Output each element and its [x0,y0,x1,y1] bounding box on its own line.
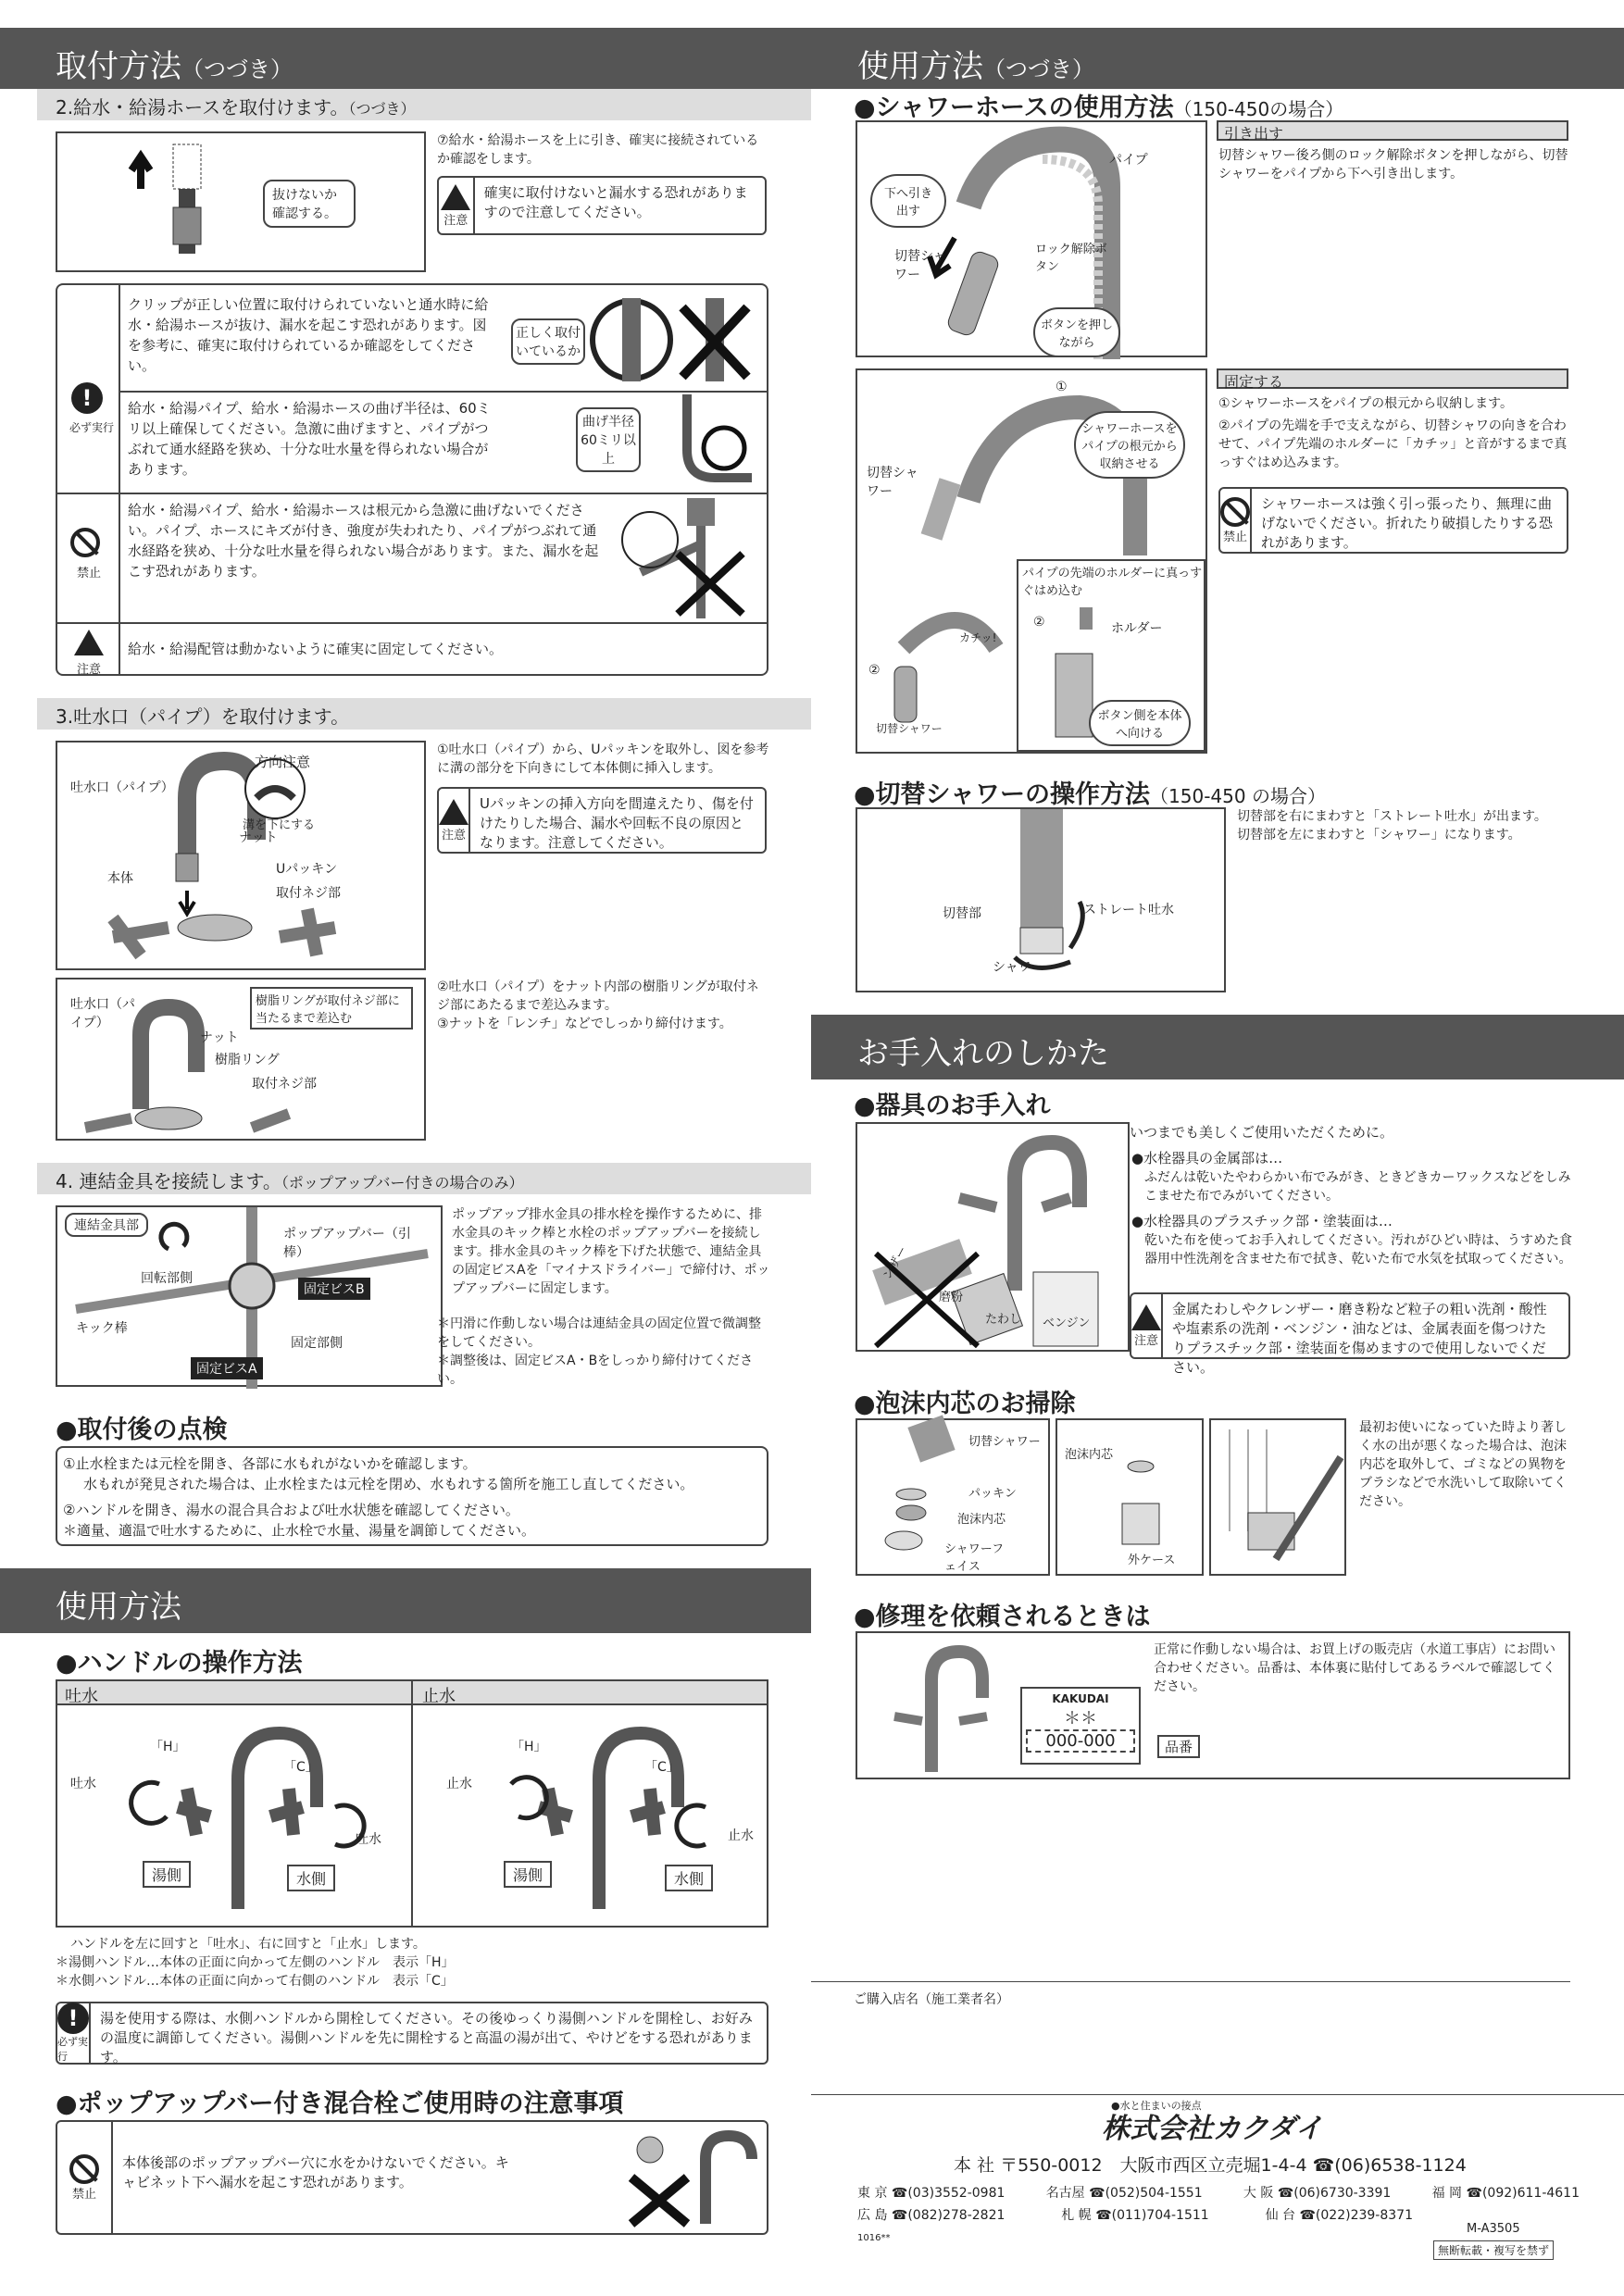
s4-sub: （ポップアップバー付きの場合のみ） [281,1174,524,1192]
handle-must-text: 湯を使用する際は、水側ハンドルから開栓してください。その後ゆっくり湯側ハンドルを開栓し、お好みの温度に調節してください。湯側ハンドルを先に開栓すると高温の湯が出て、やけどをする恐れがあります。 [100,2010,753,2065]
w1-callout: 正しく取付いているか [511,318,585,365]
plate-num: 000-000 [1026,1729,1135,1753]
lbl-face: ボタン側を本体へ向ける [1089,700,1191,746]
warning-box [56,283,768,676]
repair-illustration [857,1633,1043,1781]
check-l4: ＊適量、適温で吐水するために、止水栓で水量、湯量を調節してください。 [63,1522,536,1539]
shower-sub: （150-450の場合） [1173,98,1344,120]
lbl-press: ボタンを押しながら [1033,307,1120,357]
plate-stars: ＊＊ [1064,1709,1097,1728]
check-l2: 水もれが発見された場合は、止水栓または元栓を閉め、水もれする箇所を施工し直してください。 [83,1476,694,1492]
s3-step2: ②吐水口（パイプ）をナット内部の樹脂リングが取付ネジ部にあたるまで差込みます。 [437,980,759,1013]
fix-2: ②パイプの先端を手で支えながら、切替シャワの向きを合わせて、パイプ先端のホルダーに「カチッ」と音がするまで真っすぐはめ込みます。 [1218,418,1568,470]
lbl-cold-2: 水側 [665,1865,713,1891]
fix-figure [856,368,1207,754]
fix-n2: ② [1033,615,1045,630]
fix-n1: ① [1056,380,1068,394]
caution-label: 注意 [443,213,468,228]
col-stop: 止水 [422,1687,456,1706]
lbl-lock: ロック解除ボタン [1035,243,1107,274]
company-tag: ●水と住まいの接点 [1111,2100,1202,2112]
repair-text: 正常に作動しない場合は、お買上げの販売店（水道工事店）にお問い合わせください。品番は、本体裏に貼付してあるラベルで確認してください。 [1154,1642,1555,1694]
lbl-nut2: ナット [200,1030,239,1045]
lbl-click: カチッ! [959,631,997,644]
shower-title-wrap [854,87,1343,123]
branch-osaka: 大 阪 ☎(06)6730-3391 [1243,2186,1392,2201]
lbl-foam-core: 泡沫内芯 [957,1513,1006,1527]
label-plate [1020,1687,1141,1765]
left-band-title: 取付方法 [56,48,181,85]
must-label: 必ず実行 [69,421,114,434]
lbl-pipe: パイプ [1109,153,1148,168]
must-area [69,382,114,435]
must-icon: ! [71,382,103,414]
warning-4: 給水・給湯配管は動かないように確実に固定してください。 [128,641,504,657]
switch-t2: 切替部を左にまわすと「シャワー」になります。 [1237,828,1521,842]
branch-sendai: 仙 台 ☎(022)239-8371 [1265,2208,1413,2223]
shower-title: ●シャワーホースの使用方法 [854,94,1174,122]
company-name: 株式会社カクダイ [1102,2113,1323,2145]
ban-icon [70,528,100,557]
care-m1t: ふだんは乾いたやわらかい布でみがき、ときどきカーワックスなどをしみこませた布でみがいてください。 [1144,1170,1571,1204]
lbl-screw: 取付ネジ部 [276,886,341,901]
s2-figure [56,131,426,272]
lbl-sw: 切替シャワー [894,249,946,282]
lbl-ring: 樹脂リング [215,1053,280,1067]
s3-header: 3.吐水口（パイプ）を取付けます。 [37,698,811,730]
w2-callout: 曲げ半径60ミリ以上 [576,407,641,472]
ban-label-3: 禁止 [1222,530,1247,544]
sharp-bend-illustration [622,498,761,618]
lbl-joint: 連結金具部 [65,1213,148,1237]
fix-title: 固定する [1217,368,1568,389]
right-band-sub: （つづき） [983,56,1094,82]
lbl-cold-1: 水側 [287,1865,335,1891]
foam-fig-3 [1209,1418,1346,1576]
lbl-care-a: ンザー [880,1243,911,1283]
lbl-foam-face: シャワーフェイス [944,1542,1005,1574]
lbl-pop: ポップアップバー（引棒） [283,1227,411,1260]
handle-n1: ハンドルを左に回すと「吐水」、右に回すと「止水」します。 [70,1937,426,1952]
caution-label-4: 注意 [1133,1333,1158,1348]
foam-fig-1 [856,1418,1050,1576]
check-l3: ②ハンドルを開き、湯水の混合具合および吐水状態を確認してください。 [63,1502,519,1518]
warning-1: クリップが正しい位置に取付けられていないと通水時に給水・給湯ホースが抜け、漏水を起こす恐れがあります。図を参考に、確実に取付けられているか確認をしてください。 [128,296,489,374]
lbl-C-2: 「C」 [644,1760,680,1775]
warning-3: 給水・給湯パイプ、給水・給湯ホースは根元から急激に曲げないでください。パイプ、ホースにキズが付き、強度が失われたり、パイプがつぶれて通水経路を狭め、十分な吐水量を得られない場合があります。また、漏水を起こす恐れがあります。 [128,502,599,580]
lbl-fixA: 固定ビスA [191,1357,263,1379]
caution-icon [74,630,104,655]
lbl-body: 本体 [107,871,133,886]
fix-n2b: ② [868,663,881,678]
pull-title: 引き出す [1217,120,1568,141]
care-lead: いつまでも美しくご使用いただくために。 [1130,1124,1394,1141]
lbl-shower: シャワー [993,960,1044,975]
lbl-H-2: 「H」 [511,1740,547,1754]
s2-sub: （つづき） [348,100,416,118]
lbl-care-c: たわし [985,1313,1022,1327]
handle-figure [56,1679,768,1928]
s2-title: 2.給水・給湯ホースを取付けます。 [56,96,349,119]
branch-hiroshima: 広 島 ☎(082)278-2821 [857,2208,1006,2223]
right-band [811,28,1624,89]
popup-text: 本体後部のポップアップバー穴に水をかけないでください。キャビネット下へ漏水を起こす恐れがあります。 [122,2154,509,2190]
s4-title: 4. 連結金具を接続します。 [56,1170,281,1192]
switch-title-wrap [854,774,1326,810]
care-m1: ●水栓器具の金属部は… [1131,1150,1283,1167]
s3-step1: ①吐水口（パイプ）から、Uパッキンを取外し、図を参考に溝の部分を下向きにして本体側に挿入します。 [437,742,769,776]
s3-caution [437,787,767,854]
branch-tokyo: 東 京 ☎(03)3552-0981 [857,2186,1006,2201]
caution-icon [1131,1304,1161,1330]
branch-fukuoka: 福 岡 ☎(092)611-4611 [1431,2186,1580,2201]
lbl-hot-2: 湯側 [504,1861,552,1888]
shower-ban-text: シャワーホースは強く引っ張ったり、無理に曲げないでください。折れたり破損したりする恐れがあります。 [1261,495,1554,551]
use-band: 使用方法 [0,1568,811,1633]
care-m2t: 乾いた布を使ってお手入れしてください。汚れがひどい時は、うすめた食器用中性洗剤を含ませた布で拭き、乾いた布で水気を拭取ってください。 [1144,1233,1572,1267]
caution-icon [441,184,470,210]
handle-n3: ＊水側ハンドル…本体の正面に向かって右側のハンドル 表示「C」 [56,1974,454,1989]
lbl-holderbox: パイプの先端のホルダーに真っすぐはめ込む [1022,567,1203,598]
care-m2: ●水栓器具のプラスチック部・塗装面は… [1131,1213,1393,1229]
branch-nagoya: 名古屋 ☎(052)504-1551 [1045,2186,1203,2201]
care-band: お手入れのしかた [811,1015,1624,1079]
warning-2: 給水・給湯パイプ、給水・給湯ホースの曲げ半径は、60ミリ以上確保してください。急激に曲げますと、パイプがつぶれて通水経路を狭め、十分な吐水量を得られない場合があります。 [128,400,491,478]
popup-illustration [576,2122,798,2233]
care-figure [856,1122,1130,1352]
holder-box [1017,559,1206,752]
lbl-care-b: 磨粉 [939,1291,964,1304]
left-band [0,28,811,89]
lbl-spout2: 吐水口（パイプ） [70,997,135,1030]
popup-box [56,2120,768,2235]
col-toss: 吐水 [65,1687,98,1706]
repair-title: ●修理を依頼されるときは [854,1603,1151,1631]
left-band-sub: （つづき） [181,56,293,82]
shower-ban [1218,487,1568,554]
lbl-screw2: 取付ネジ部 [252,1077,317,1092]
lbl-stop-2: 止水 [728,1828,754,1843]
care-caution-text: 金属たわしやクレンザー・磨き粉など粒子の粗い洗剤・酸性や塩素系の洗剤・ベンジン・油などは、金属表面を傷つけたりプラスチック部・塗装面を傷めますので使用しないでください。 [1172,1301,1547,1376]
pull-illustration [857,122,1209,359]
branch-row-2 [857,2205,1413,2224]
ban-icon [69,2154,99,2184]
handle-title: ●ハンドルの操作方法 [56,1649,303,1678]
lbl-care-d: ベンジン [1043,1316,1091,1330]
must-icon: ! [57,2003,89,2034]
plate-brand: KAKUDAI [1052,1692,1109,1705]
switch-title: ●切替シャワーの操作方法 [854,780,1151,809]
switch-sub: （150-450 の場合） [1150,785,1326,807]
caution-label-3: 注意 [441,828,466,842]
brush-illustration [1211,1420,1348,1578]
lbl-toss-1: 吐水 [70,1777,96,1791]
lbl-straight: ストレート吐水 [1083,903,1174,917]
s4-text: ポップアップ排水金具の排水栓を操作するために、排水金具のキック棒と水栓のポップアップバーを接続します。排水金具のキック棒を下げた状態で、連結金具の固定ビスAを「マイナスドライバー」で締付け、ポップアップバーに固定します。 [452,1207,770,1296]
switch-figure [856,807,1226,992]
no-reprint: 無断転載・複写を禁ず [1433,2240,1554,2260]
s4-figure [56,1205,443,1387]
popup-title: ●ポップアップバー付き混合栓ご使用時の注意事項 [56,2090,624,2118]
lbl-hot-1: 湯側 [143,1861,191,1888]
s3-box2: 樹脂リングが取付ネジ部に当たるまで差込む [250,987,413,1029]
lbl-foam-case: 外ケース [1128,1554,1176,1567]
bend-illustration [650,394,761,487]
lbl-sw2: 切替シャワー [867,466,918,499]
lbl-upack: Uパッキン [276,862,338,877]
s2-caution-text: 確実に取付けないと漏水する恐れがありますので注意してください。 [483,184,748,220]
lbl-C: 「C」 [283,1760,319,1775]
foam-fig-2 [1056,1418,1204,1576]
s4-note2: ＊調整後は、固定ビスA・Bをしっかり締付けてください。 [437,1354,754,1387]
company-hq: 本 社 〒550-0012 大阪市西区立売堀1-4-4 ☎(06)6538-1124 [954,2155,1467,2176]
s3-figure-2 [56,978,426,1141]
switch-t1: 切替部を右にまわすと「ストレート吐水」が出ます。 [1237,809,1547,824]
lbl-holder: ホルダー [1111,621,1163,636]
s2-caution [437,176,767,235]
lbl-fixB: 固定ビスB [298,1278,370,1300]
lbl-rot: 回転部側 [141,1271,193,1286]
lbl-foam-sw: 切替シャワー [968,1435,1041,1449]
lbl-nut: ナット [239,830,278,845]
clip-illustration [585,289,770,391]
must-label-2: 必ず実行 [57,2036,88,2063]
s2-callout: 抜けないか確認する。 [263,180,356,228]
s2-header [37,89,811,120]
dir-text: 溝を下にする [243,818,316,832]
care-caution [1130,1292,1570,1376]
dir-title: 方向注意 [254,754,310,770]
handle-n2: ＊湯側ハンドル…本体の正面に向かって左側のハンドル 表示「H」 [56,1955,455,1970]
hose-illustration [57,133,428,274]
lbl-store: シャワーホースをパイプの根元から収納させる [1074,411,1185,479]
s2-step7: ⑦給水・給湯ホースを上に引き、確実に接続されているか確認をします。 [437,133,759,167]
lbl-down: 下へ引き出す [870,174,946,228]
lbl-H: 「H」 [150,1740,186,1754]
doc-number: M-A3505 [1467,2222,1520,2236]
s3-caution-text: Uパッキンの挿入方向を間違えたり、傷を付けたりした場合、漏水や回転不良の原因となります。注意してください。 [480,795,754,851]
shop-label: ご購入店名（施工業者名） [854,1992,1009,2007]
lbl-num: 品番 [1157,1735,1200,1758]
caution-label-2: 注意 [76,663,101,677]
branch-row-1 [857,2183,1580,2202]
caution-icon [439,799,468,825]
ban-area-1 [70,528,107,580]
lbl-foam-pack: パッキン [968,1487,1017,1501]
repair-box [856,1631,1570,1779]
check-l1: ①止水栓または元栓を開き、各部に水もれがないかを確認します。 [63,1455,477,1472]
branch-sapporo: 札 幌 ☎(011)704-1511 [1061,2208,1209,2223]
s3-figure-1 [56,741,426,970]
check-title: ●取付後の点検 [56,1416,228,1444]
lbl-spout: 吐水口（パイプ） [70,780,174,795]
ban-label-2: 禁止 [71,2187,96,2202]
lbl-toss-2: 吐水 [356,1832,381,1847]
s4-header [37,1163,811,1194]
ban-label-1: 禁止 [76,567,101,580]
fix-1: ①シャワーホースをパイプの根元から収納します。 [1218,396,1514,411]
foam-title: ●泡沫内芯のお掃除 [854,1390,1076,1418]
foam-text: 最初お使いになっていた時より著しく水の出が悪くなった場合は、泡沫内芯を取外して、ゴミなどの異物をブラシなどで水洗いして取除いてください。 [1359,1420,1567,1509]
right-band-title: 使用方法 [857,48,983,85]
lbl-sw3: 切替シャワー [876,722,943,735]
lbl-foam-core2: 泡沫内芯 [1065,1448,1114,1462]
print-code: 1016** [857,2233,891,2243]
caution-area [70,630,107,677]
lbl-part: 切替部 [943,906,981,921]
ban-icon [1220,497,1250,527]
lbl-kick: キック棒 [76,1321,128,1336]
s3-step3: ③ナットを「レンチ」などでしっかり締付けます。 [437,1017,732,1031]
pull-figure [856,120,1207,357]
pull-text: 切替シャワー後ろ側のロック解除ボタンを押しながら、切替シャワーをパイプから下へ引き出します。 [1218,148,1568,181]
lbl-stop-1: 止水 [446,1777,472,1791]
care-title: ●器具のお手入れ [854,1092,1051,1120]
check-box [56,1446,768,1546]
lbl-fixside: 固定部側 [291,1336,343,1351]
handle-must [56,2002,768,2065]
s4-note1: ＊円滑に作動しない場合は連結金具の固定位置で微調整をしてください。 [437,1316,761,1350]
